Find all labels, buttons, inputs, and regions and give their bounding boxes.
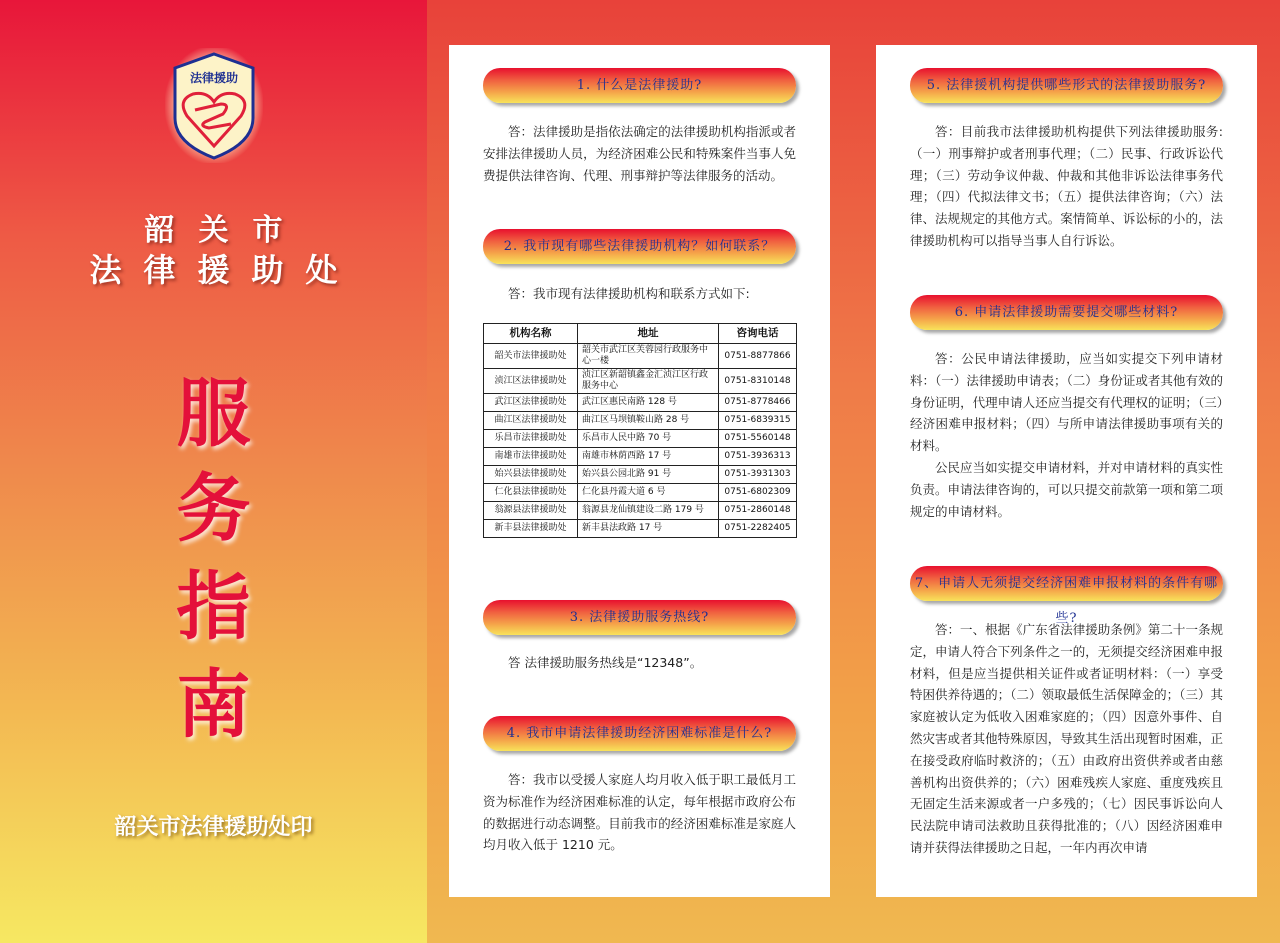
svg-text:法律援助: 法律援助: [189, 71, 239, 85]
imprint: 韶关市法律援助处印: [114, 814, 313, 840]
table-cell: 武江区法律援助处: [484, 394, 578, 412]
table-cell: 0751-3931303: [719, 466, 797, 484]
table-cell: 0751-6839315: [719, 412, 797, 430]
table-row: [484, 430, 797, 448]
table-cell: 0751-3936313: [719, 448, 797, 466]
table-row: [484, 448, 797, 466]
answer-text: 答：我市以受援人家庭人均月收入低于职工最低月工资为标准作为经济困难标准的认定，每年根据市政府公布的数据进行动态调整。目前我市的经济困难标准是家庭人均月收入低于 1210 元。: [483, 772, 796, 853]
table-header: 机构名称: [484, 324, 578, 344]
org-name-line2: 法律援助处: [89, 251, 360, 289]
question-heading: 3. 法律援助服务热线?: [483, 600, 796, 635]
table-cell: 0751-8310148: [719, 369, 797, 394]
table-row: [484, 520, 797, 538]
legal-aid-shield-logo: [165, 48, 263, 163]
table-cell: 乐昌市人民中路 70 号: [578, 430, 719, 448]
title-char: 指: [176, 564, 251, 650]
table-header: 地址: [578, 324, 719, 344]
table-row: [484, 502, 797, 520]
answer-text: 答：我市现有法律援助机构和联系方式如下:: [508, 286, 750, 301]
table-cell: 始兴县公园北路 91 号: [578, 466, 719, 484]
table-cell: 曲江区马坝镇鞍山路 28 号: [578, 412, 719, 430]
question-heading: 4. 我市申请法律援助经济困难标准是什么?: [483, 716, 796, 751]
question-heading: 1. 什么是法律援助?: [483, 68, 796, 103]
table-row: [484, 484, 797, 502]
table-cell: 始兴县法律援助处: [484, 466, 578, 484]
table-cell: 0751-8877866: [719, 344, 797, 369]
table-row: [484, 394, 797, 412]
question-heading: 2. 我市现有哪些法律援助机构？如何联系？: [483, 229, 796, 264]
table-cell: 韶关市法律援助处: [484, 344, 578, 369]
title-char: 务: [176, 466, 251, 552]
table-row: [484, 369, 797, 394]
table-cell: 翁源县法律援助处: [484, 502, 578, 520]
table-cell: 南雄市林荫西路 17 号: [578, 448, 719, 466]
org-name-line1: 韶关市: [144, 213, 307, 248]
answer-text: 答：一、根据《广东省法律援助条例》第二十一条规定，申请人符合下列条件之一的，无须提交经济困难申报材料，但是应当提供相关证件或者证明材料：（一）享受特困供养待遇的；（二）领取最低生活保障金的；（三）其家庭被认定为低收入困难家庭的；（四）因意外事件、自然灾害或者其他特殊原因，导致其生活出现暂时困难，正在接受政府临时救济的；（五）由政府出资供养或者由慈善机构出资供养的；（六）困难残疾人家庭、重度残疾且无固定生活来源或者一户多残的；（七）因民事诉讼向人民法院申请司法救助且获得批准的；（八）因经济困难申请并获得法律援助之日起，一年内再次申请: [910, 622, 1223, 855]
table-cell: 韶关市武江区芙蓉园行政服务中心一楼: [578, 344, 719, 369]
answer-text: 答：公民申请法律援助，应当如实提交下列申请材料：（一）法律援助申请表；（二）身份证或者其他有效的身份证明，代理申请人还应当提交有代理权的证明；（三）经济困难申报材料；（四）与所申请法律援助事项有关的材料。 公民应当如实提交申请材料，并对申请材料的真实性负责。申请法律咨询的，可以只提交前款第一项和第二项规定的申请材料。: [910, 351, 1223, 519]
table-cell: 0751-2282405: [719, 520, 797, 538]
question-heading: 5. 法律援机构提供哪些形式的法律援助服务?: [910, 68, 1223, 103]
table-cell: 仁化县丹霞大道 6 号: [578, 484, 719, 502]
answer-text: 答 法律援助服务热线是“12348”。: [508, 655, 703, 670]
table-row: [484, 344, 797, 369]
table-cell: 浈江区法律援助处: [484, 369, 578, 394]
title-char: 服: [176, 371, 251, 457]
faq-panel-2: [876, 45, 1257, 897]
table-cell: 南雄市法律援助处: [484, 448, 578, 466]
table-cell: 翁源县龙仙镇建设二路 179 号: [578, 502, 719, 520]
cover-panel: [0, 0, 427, 943]
table-cell: 0751-5560148: [719, 430, 797, 448]
table-row: [484, 412, 797, 430]
answer-text: 答：法律援助是指依法确定的法律援助机构指派或者安排法律援助人员，为经济困难公民和特殊案件当事人免费提供法律咨询、代理、刑事辩护等法律服务的活动。: [483, 124, 796, 183]
table-cell: 新丰县法律援助处: [484, 520, 578, 538]
table-cell: 曲江区法律援助处: [484, 412, 578, 430]
table-header: 咨询电话: [719, 324, 797, 344]
table-cell: 0751-6802309: [719, 484, 797, 502]
title-char: 南: [176, 662, 251, 748]
faq-panel-1: [449, 45, 830, 897]
table-cell: 武江区惠民南路 128 号: [578, 394, 719, 412]
table-cell: 浈江区新韶镇鑫金汇浈江区行政服务中心: [578, 369, 719, 394]
table-cell: 0751-2860148: [719, 502, 797, 520]
legal-aid-offices-table: [483, 323, 797, 538]
table-cell: 0751-8778466: [719, 394, 797, 412]
table-cell: 乐昌市法律援助处: [484, 430, 578, 448]
table-cell: 仁化县法律援助处: [484, 484, 578, 502]
table-row: [484, 466, 797, 484]
answer-text: 答：目前我市法律援助机构提供下列法律援助服务:（一）刑事辩护或者刑事代理；（二）民事、行政诉讼代理；（三）劳动争议仲裁、仲裁和其他非诉讼法律事务代理；（四）代拟法律文书；（五）提供法律咨询；（六）法律、法规规定的其他方式。案情简单、诉讼标的小的，法律援助机构可以指导当事人自行诉讼。: [910, 124, 1223, 248]
question-heading: 6. 申请法律援助需要提交哪些材料?: [910, 295, 1223, 330]
question-heading: 7、申请人无须提交经济困难申报材料的条件有哪些?: [910, 566, 1223, 601]
table-cell: 新丰县法政路 17 号: [578, 520, 719, 538]
